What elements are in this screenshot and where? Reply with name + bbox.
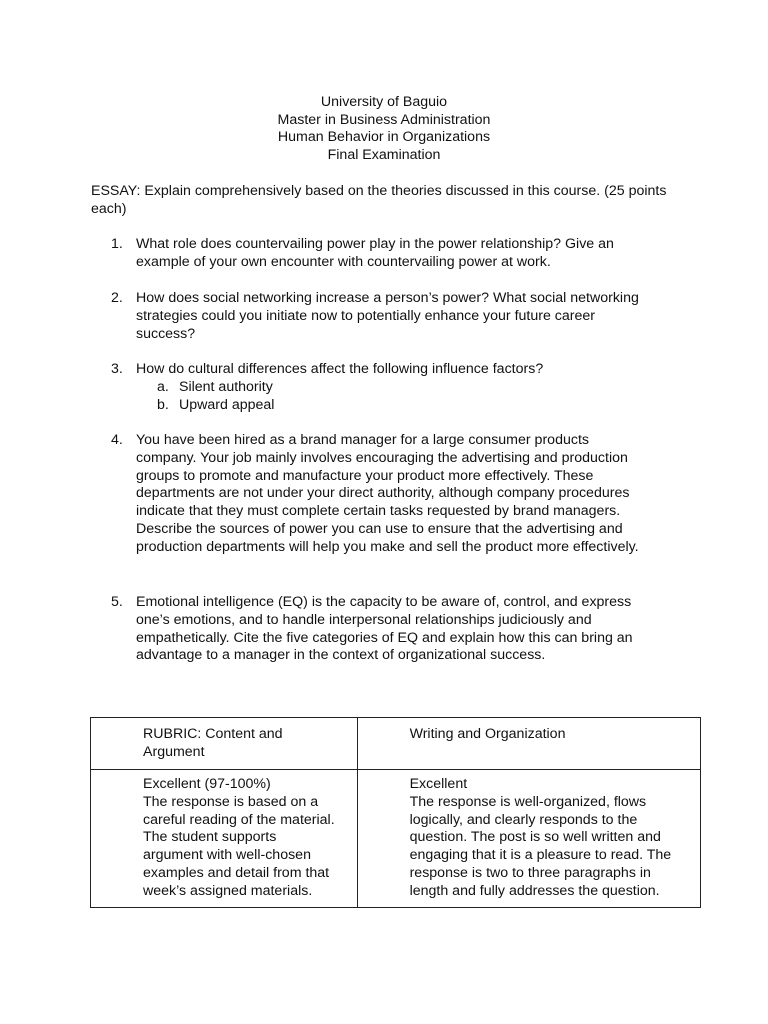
sub-item-letter: b. [157, 396, 169, 413]
question-line: How do cultural differences affect the following influence factors? [136, 361, 544, 377]
question-number: 5. [111, 594, 123, 610]
question-line: empathetically. Cite the five categories of EQ and explain how this can bring an [136, 629, 633, 646]
rubric-line: question. The post is so well written and [409, 829, 661, 846]
rubric-level-title: Excellent (97-100%) [143, 776, 271, 792]
question-line: indicate that they must complete certain tasks requested by brand managers. [136, 503, 621, 520]
question-3 [111, 361, 691, 414]
university-name: University of Baguio [320, 94, 448, 110]
question-line: Describe the sources of power you can use to ensure that the advertising and [136, 520, 623, 537]
program-name: Master in Business Administration [277, 111, 491, 128]
question-line: one’s emotions, and to handle interpersonal relationships judiciously and [136, 611, 592, 628]
rubric-line: argument with well-chosen [143, 847, 311, 864]
rubric-level-title: Excellent [409, 776, 468, 792]
rubric-header-writing [357, 718, 700, 770]
question-line: What role does countervailing power play in the power relationship? Give an [136, 236, 614, 252]
question-line: strategies could you initiate now to potentially enhance your future career [136, 307, 596, 324]
rubric-line: The response is based on a [143, 793, 319, 810]
question-line: advantage to a manager in the context of organizational success. [136, 647, 546, 664]
rubric-line: engaging that it is a pleasure to read. The [409, 847, 672, 864]
rubric-line: response is two to three paragraphs in [409, 864, 651, 881]
rubric-line: The student supports [143, 829, 277, 846]
question-line: departments are not under your direct authority, although company procedures [136, 485, 630, 502]
rubric-line: week’s assigned materials. [143, 882, 313, 899]
question-line: production departments will help you make and sell the product more effectively. [136, 538, 639, 555]
question-line: example of your own encounter with countervailing power at work. [136, 253, 551, 270]
rubric-line: length and fully addresses the question. [409, 882, 660, 899]
rubric-cell-writing [357, 770, 700, 908]
question-number: 2. [111, 290, 123, 306]
table-row [91, 718, 701, 770]
exam-title: Final Examination [327, 146, 441, 163]
sub-item-text: Upward appeal [179, 396, 275, 413]
rubric-line: examples and detail from that [143, 864, 330, 881]
question-line: groups to promote and manufacture your product more effectively. These [136, 467, 594, 484]
question-line: success? [136, 325, 196, 342]
rubric-header-line: RUBRIC: Content and [143, 726, 283, 742]
question-4 [111, 432, 691, 557]
question-number: 1. [111, 236, 123, 252]
rubric-header-label: Writing and Organization [409, 726, 566, 742]
question-line: Emotional intelligence (EQ) is the capacity to be aware of, control, and express [136, 594, 632, 610]
question-line: How does social networking increase a person’s power? What social networking [136, 290, 639, 306]
question-5 [111, 594, 691, 665]
list-item [157, 397, 691, 415]
table-row [91, 770, 701, 908]
sub-item-list [157, 379, 691, 415]
list-item [157, 379, 691, 397]
sub-item-text: Silent authority [179, 378, 273, 395]
rubric-line: careful reading of the material. [143, 811, 335, 828]
question-number: 3. [111, 361, 123, 377]
question-line: company. Your job mainly involves encouraging the advertising and production [136, 449, 628, 466]
question-2 [111, 290, 691, 343]
rubric-cell-content [91, 770, 358, 908]
sub-item-letter: a. [157, 378, 169, 395]
course-name: Human Behavior in Organizations [277, 129, 491, 145]
question-1 [111, 236, 691, 272]
rubric-table [90, 717, 701, 908]
rubric-line: The response is well-organized, flows [409, 793, 647, 810]
question-line: You have been hired as a brand manager for a large consumer products [136, 432, 589, 448]
document-header [0, 94, 768, 164]
rubric-line: logically, and clearly responds to the [409, 811, 638, 828]
question-number: 4. [111, 432, 123, 448]
essay-instructions: ESSAY: Explain comprehensively based on the theories discussed in this course. (25 points each) [91, 183, 667, 217]
rubric-header-content [91, 718, 358, 770]
rubric-header-line: Argument [143, 743, 205, 760]
